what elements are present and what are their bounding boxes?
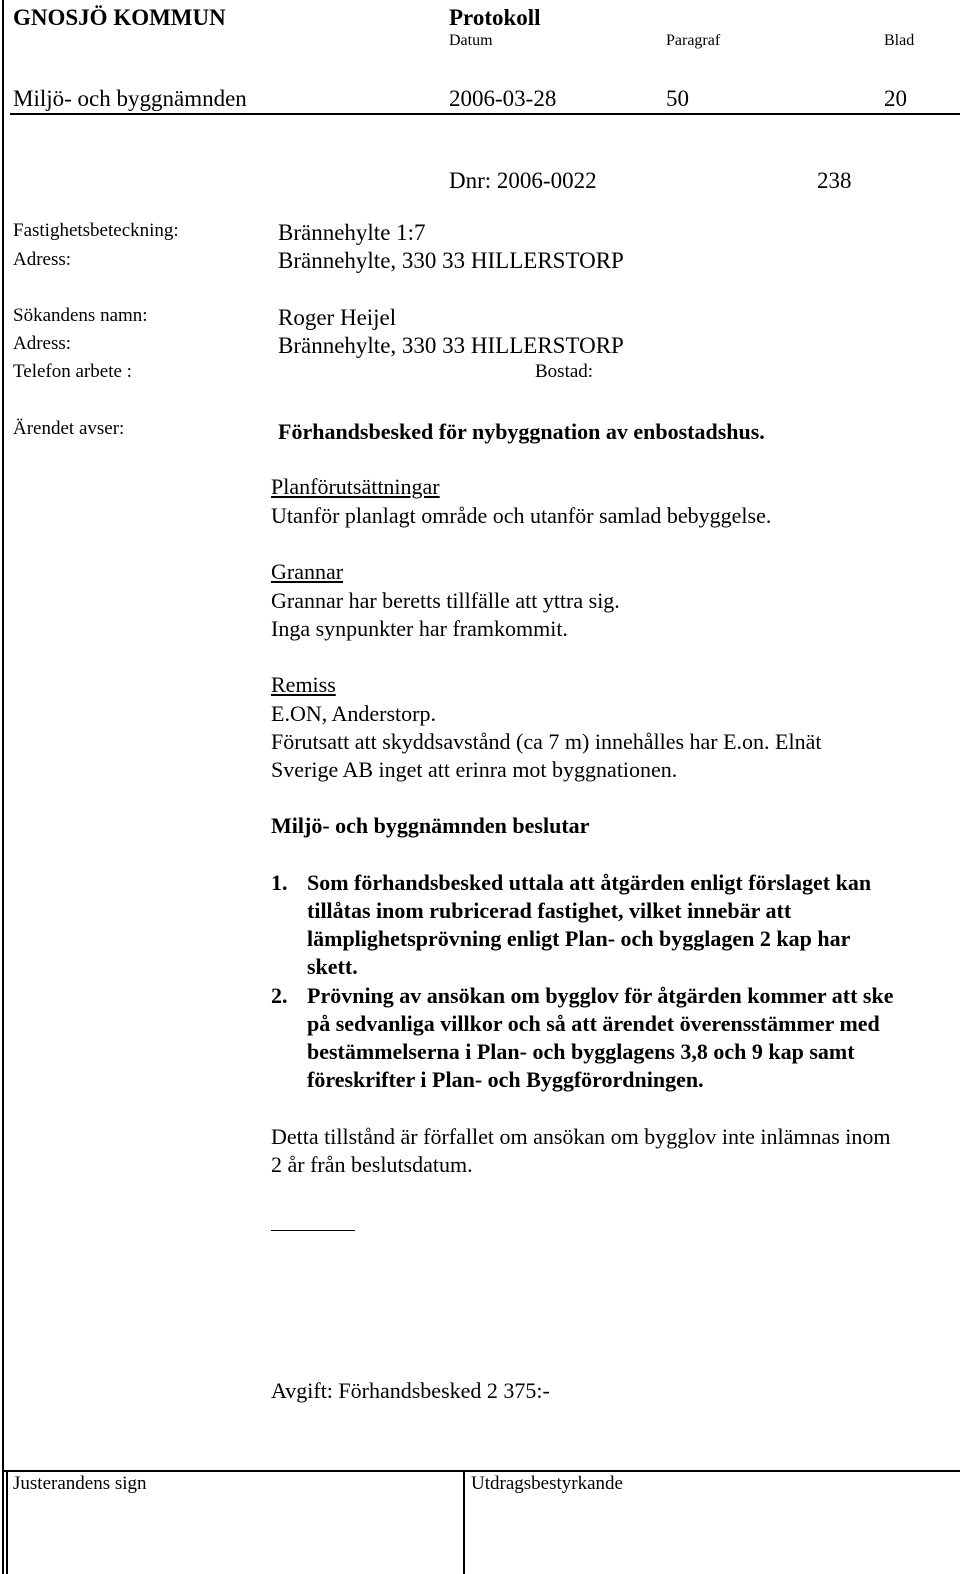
applicant-name-value: Roger Heijel — [278, 305, 397, 330]
fastighet-label: Fastighetsbeteckning: — [13, 220, 179, 241]
grannar-line-2: Inga synpunkter har framkommit. — [271, 616, 568, 641]
decision-heading: Miljö- och byggnämnden beslutar — [271, 813, 590, 838]
decision-item-2-line: bestämmelserna i Plan- och bygglagens 3,8 och 9 kap samt — [307, 1039, 855, 1064]
fastighet-value: Brännehylte 1:7 — [278, 220, 426, 245]
grannar-line-1: Grannar har beretts tillfälle att yttra sig. — [271, 588, 620, 613]
plan-text: Utanför planlagt område och utanför samlad bebyggelse. — [271, 503, 772, 528]
case-dnr-number: 238 — [817, 168, 852, 193]
left-border — [2, 0, 4, 1574]
remiss-line-2: Förutsatt att skyddsavstånd (ca 7 m) innehålles har E.on. Elnät — [271, 729, 822, 754]
case-dnr: Dnr: 2006-0022 — [449, 168, 597, 193]
document-title: Protokoll — [449, 5, 541, 30]
committee-name: Miljö- och byggnämnden — [13, 86, 247, 111]
grannar-heading: Grannar — [271, 559, 344, 584]
utdragsbestyrkande-label: Utdragsbestyrkande — [471, 1473, 623, 1494]
validity-line-1: Detta tillstånd är förfallet om ansökan om bygglov inte inlämnas inom — [271, 1124, 891, 1149]
decision-item-1-line: skett. — [307, 954, 358, 979]
organization-name: GNOSJÖ KOMMUN — [13, 5, 226, 30]
decision-item-2-line: föreskrifter i Plan- och Byggförordningen. — [307, 1067, 704, 1092]
footer-left-border — [6, 1470, 8, 1574]
applicant-address-label: Adress: — [13, 333, 72, 354]
matter-value: Förhandsbesked för nybyggnation av enbostadshus. — [278, 419, 765, 444]
remiss-line-1: E.ON, Anderstorp. — [271, 701, 436, 726]
decision-item-2-number: 2. — [271, 983, 288, 1008]
decision-item-1-line: tillåtas inom rubricerad fastighet, vilket innebär att — [307, 898, 792, 923]
footer-divider — [2, 1470, 960, 1472]
blad-label: Blad — [884, 32, 915, 49]
fee-text: Avgift: Förhandsbesked 2 375:- — [271, 1378, 550, 1403]
datum-label: Datum — [449, 32, 493, 49]
paragraf-label: Paragraf — [666, 32, 721, 49]
telephone-label: Telefon arbete : — [13, 361, 132, 382]
footer-middle-border — [463, 1470, 465, 1574]
applicant-name-label: Sökandens namn: — [13, 305, 148, 326]
decision-item-1-line: Som förhandsbesked uttala att åtgärden enligt förslaget kan — [307, 870, 872, 895]
separator-line — [271, 1230, 355, 1231]
property-address-value: Brännehylte, 330 33 HILLERSTORP — [278, 248, 624, 273]
remiss-line-3: Sverige AB inget att erinra mot byggnationen. — [271, 757, 678, 782]
matter-label: Ärendet avser: — [13, 418, 125, 439]
decision-item-1-line: lämplighetsprövning enligt Plan- och bygglagen 2 kap har — [307, 926, 851, 951]
blad-value: 20 — [884, 86, 907, 111]
justerandens-sign-label: Justerandens sign — [13, 1473, 147, 1494]
remiss-heading: Remiss — [271, 672, 336, 697]
paragraf-value: 50 — [666, 86, 689, 111]
decision-item-1-number: 1. — [271, 870, 288, 895]
bostad-label: Bostad: — [535, 361, 594, 382]
plan-heading: Planförutsättningar — [271, 474, 440, 499]
property-address-label: Adress: — [13, 249, 72, 270]
datum-value: 2006-03-28 — [449, 86, 557, 111]
decision-item-2-line: Prövning av ansökan om bygglov för åtgärden kommer att ske — [307, 983, 894, 1008]
decision-item-2-line: på sedvanliga villkor och så att ärendet överensstämmer med — [307, 1011, 880, 1036]
applicant-address-value: Brännehylte, 330 33 HILLERSTORP — [278, 333, 624, 358]
header-divider — [10, 113, 960, 115]
validity-line-2: 2 år från beslutsdatum. — [271, 1152, 473, 1177]
